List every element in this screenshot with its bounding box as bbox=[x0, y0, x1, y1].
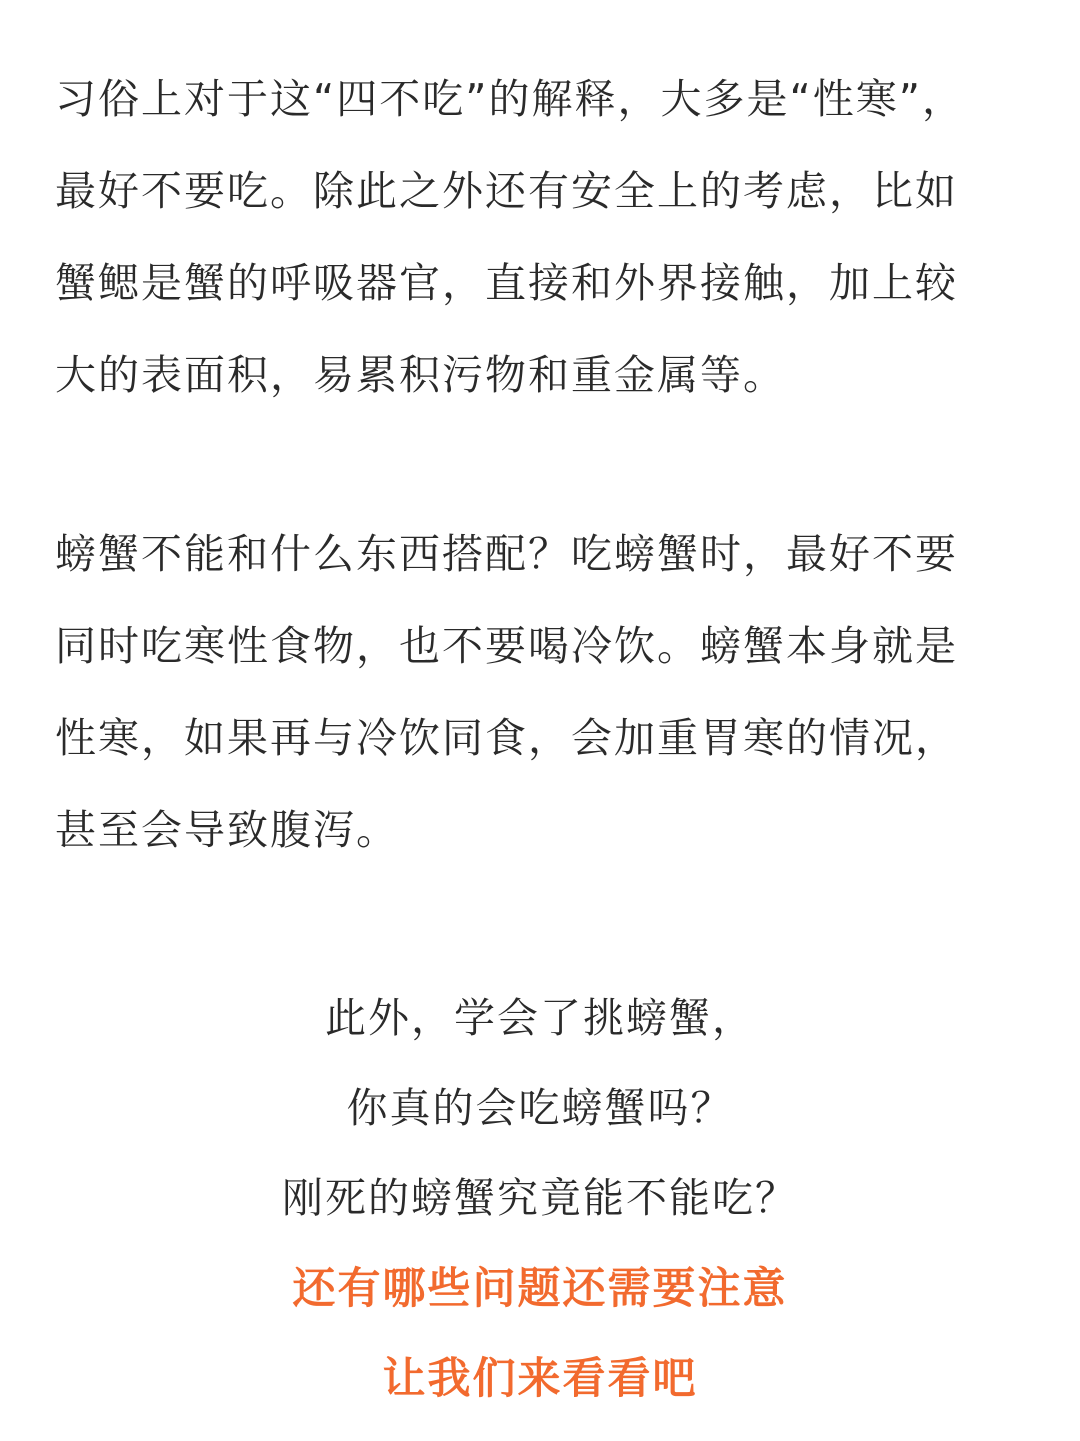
paragraph-customs bbox=[55, 53, 1030, 421]
closing-line: 你真的会吃螃蟹吗？ bbox=[346, 1084, 734, 1132]
paragraph-line: 性寒，如果再与冷饮同食，会加重胃寒的情况， bbox=[55, 714, 958, 762]
paragraph-line: 大的表面积，易累积污物和重金属等。 bbox=[55, 351, 786, 399]
closing-line: 刚死的螃蟹究竟能不能吃？ bbox=[282, 1174, 798, 1222]
highlight-line: 让我们来看看吧 bbox=[382, 1354, 698, 1404]
paragraph-food-pairing bbox=[55, 508, 1030, 876]
paragraph-line: 最好不要吃。除此之外还有安全上的考虑，比如 bbox=[55, 167, 958, 215]
paragraph-line: 蟹鳃是蟹的呼吸器官，直接和外界接触，加上较 bbox=[55, 259, 958, 307]
paragraph-line: 甚至会导致腹泻。 bbox=[55, 806, 399, 854]
highlight-line: 还有哪些问题还需要注意 bbox=[292, 1264, 788, 1314]
closing-line: 此外，学会了挑螃蟹， bbox=[325, 994, 755, 1042]
paragraph-line: 螃蟹不能和什么东西搭配？吃螃蟹时，最好不要 bbox=[55, 530, 958, 578]
paragraph-line: 同时吃寒性食物，也不要喝冷饮。螃蟹本身就是 bbox=[55, 622, 958, 670]
paragraph-line: 习俗上对于这“四不吃”的解释，大多是“性寒”， bbox=[55, 75, 965, 123]
